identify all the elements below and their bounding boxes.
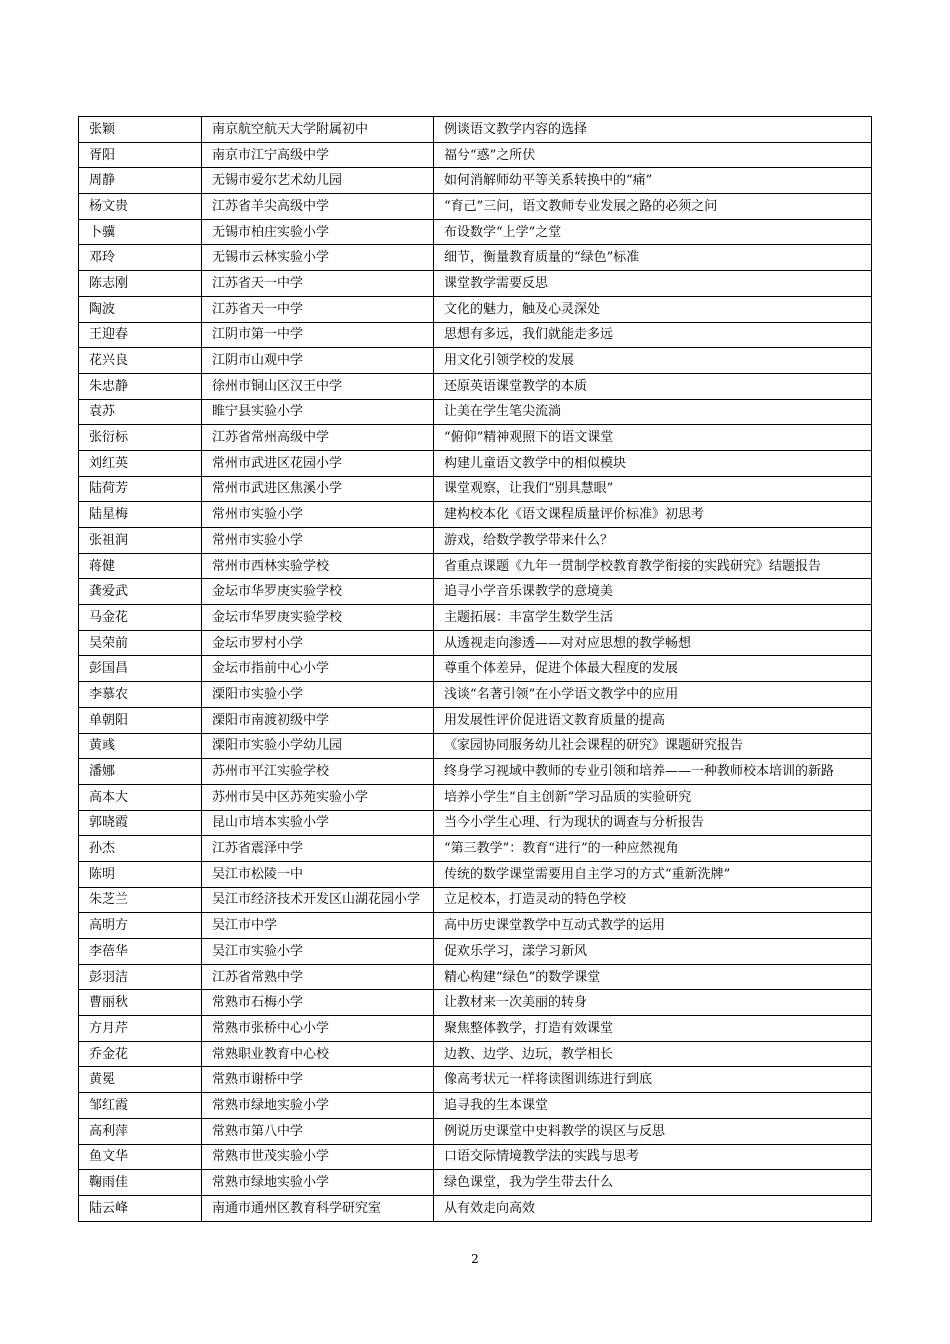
author-name-cell: 陈志刚 <box>79 271 202 297</box>
paper-title-cell: 例谈语文教学内容的选择 <box>434 117 872 143</box>
paper-title-cell: 边教、边学、边玩，教学相长 <box>434 1041 872 1067</box>
paper-title-cell: 终身学习视域中教师的专业引领和培养——一种教师校本培训的新路 <box>434 759 872 785</box>
author-name-cell: 张祖润 <box>79 528 202 554</box>
school-cell: 常熟职业教育中心校 <box>202 1041 434 1067</box>
paper-title-cell: “育己”三问，语文教师专业发展之路的必须之问 <box>434 194 872 220</box>
table-row <box>79 913 872 939</box>
school-cell: 常熟市张桥中心小学 <box>202 1016 434 1042</box>
author-name-cell: 鞠雨佳 <box>79 1170 202 1196</box>
author-name-cell: 鱼文华 <box>79 1144 202 1170</box>
table-row <box>79 271 872 297</box>
author-name-cell: 卜骥 <box>79 219 202 245</box>
table-row <box>79 1170 872 1196</box>
table-row <box>79 450 872 476</box>
table-row <box>79 476 872 502</box>
table-row <box>79 219 872 245</box>
school-cell: 南京市江宁高级中学 <box>202 142 434 168</box>
table-row <box>79 399 872 425</box>
author-name-cell: 陆星梅 <box>79 502 202 528</box>
paper-title-cell: 促欢乐学习，漾学习新风 <box>434 939 872 965</box>
author-name-cell: 陆荷芳 <box>79 476 202 502</box>
author-name-cell: 高明方 <box>79 913 202 939</box>
paper-title-cell: 追寻小学音乐课教学的意境美 <box>434 579 872 605</box>
table-row <box>79 682 872 708</box>
school-cell: 溧阳市实验小学 <box>202 682 434 708</box>
table-row <box>79 656 872 682</box>
paper-title-cell: 从透视走向渗透——对对应思想的教学畅想 <box>434 630 872 656</box>
paper-title-cell: 当今小学生心理、行为现状的调查与分析报告 <box>434 810 872 836</box>
table-row <box>79 117 872 143</box>
paper-title-cell: 课堂观察，让我们“别具慧眼” <box>434 476 872 502</box>
paper-title-cell: 课堂教学需要反思 <box>434 271 872 297</box>
author-name-cell: 吴荣前 <box>79 630 202 656</box>
author-name-cell: 杨文贵 <box>79 194 202 220</box>
author-name-cell: 陈明 <box>79 861 202 887</box>
school-cell: 无锡市云林实验小学 <box>202 245 434 271</box>
paper-title-cell: 例说历史课堂中史料教学的误区与反思 <box>434 1118 872 1144</box>
table-row <box>79 142 872 168</box>
author-name-cell: 袁苏 <box>79 399 202 425</box>
school-cell: 吴江市松陵一中 <box>202 861 434 887</box>
table-row <box>79 939 872 965</box>
table-row <box>79 1093 872 1119</box>
author-name-cell: 方月芹 <box>79 1016 202 1042</box>
school-cell: 常州市实验小学 <box>202 528 434 554</box>
table-row <box>79 425 872 451</box>
paper-title-cell: 口语交际情境教学法的实践与思考 <box>434 1144 872 1170</box>
author-name-cell: 黄冕 <box>79 1067 202 1093</box>
paper-title-cell: 主题拓展：丰富学生数学生活 <box>434 605 872 631</box>
paper-title-cell: 追寻我的生本课堂 <box>434 1093 872 1119</box>
paper-title-cell: 构建儿童语文教学中的相似模块 <box>434 450 872 476</box>
author-name-cell: 李慕农 <box>79 682 202 708</box>
author-name-cell: 彭国昌 <box>79 656 202 682</box>
paper-title-cell: 培养小学生“自主创新”学习品质的实验研究 <box>434 784 872 810</box>
school-cell: 溧阳市南渡初级中学 <box>202 707 434 733</box>
table-row <box>79 964 872 990</box>
school-cell: 南通市通州区教育科学研究室 <box>202 1195 434 1221</box>
school-cell: 苏州市平江实验学校 <box>202 759 434 785</box>
table-row <box>79 553 872 579</box>
author-name-cell: 黄彧 <box>79 733 202 759</box>
table-row <box>79 810 872 836</box>
table-row <box>79 1041 872 1067</box>
paper-title-cell: 如何消解师幼平等关系转换中的“痛” <box>434 168 872 194</box>
author-name-cell: 邓玲 <box>79 245 202 271</box>
author-name-cell: 曹丽秋 <box>79 990 202 1016</box>
author-name-cell: 高利萍 <box>79 1118 202 1144</box>
author-name-cell: 周静 <box>79 168 202 194</box>
table-row <box>79 296 872 322</box>
school-cell: 吴江市经济技术开发区山湖花园小学 <box>202 887 434 913</box>
paper-title-cell: 传统的数学课堂需要用自主学习的方式“重新洗牌” <box>434 861 872 887</box>
paper-title-cell: 立足校本，打造灵动的特色学校 <box>434 887 872 913</box>
table-row <box>79 194 872 220</box>
author-name-cell: 彭羽洁 <box>79 964 202 990</box>
table-row <box>79 784 872 810</box>
table-body <box>79 117 872 1222</box>
paper-title-cell: 文化的魅力，触及心灵深处 <box>434 296 872 322</box>
table-row <box>79 1118 872 1144</box>
school-cell: 吴江市实验小学 <box>202 939 434 965</box>
paper-title-cell: 绿色课堂，我为学生带去什么 <box>434 1170 872 1196</box>
table-row <box>79 1016 872 1042</box>
paper-title-cell: 《家园协同服务幼儿社会课程的研究》课题研究报告 <box>434 733 872 759</box>
paper-title-cell: 从有效走向高效 <box>434 1195 872 1221</box>
school-cell: 江苏省天一中学 <box>202 271 434 297</box>
paper-title-cell: 游戏，给数学教学带来什么？ <box>434 528 872 554</box>
school-cell: 江阴市第一中学 <box>202 322 434 348</box>
table-row <box>79 168 872 194</box>
page-number: 2 <box>471 1252 479 1266</box>
paper-title-cell: 还原英语课堂教学的本质 <box>434 373 872 399</box>
author-name-cell: 乔金花 <box>79 1041 202 1067</box>
paper-title-cell: 思想有多远，我们就能走多远 <box>434 322 872 348</box>
table-row <box>79 707 872 733</box>
table-row <box>79 245 872 271</box>
school-cell: 江阴市山观中学 <box>202 348 434 374</box>
author-name-cell: 朱芝兰 <box>79 887 202 913</box>
school-cell: 常州市西林实验学校 <box>202 553 434 579</box>
school-cell: 常州市武进区花园小学 <box>202 450 434 476</box>
paper-title-cell: 高中历史课堂教学中互动式教学的运用 <box>434 913 872 939</box>
school-cell: 睢宁县实验小学 <box>202 399 434 425</box>
paper-title-cell: “俯仰”精神观照下的语文课堂 <box>434 425 872 451</box>
paper-title-cell: 布设数学“上学”之堂 <box>434 219 872 245</box>
paper-title-cell: 尊重个体差异，促进个体最大程度的发展 <box>434 656 872 682</box>
author-name-cell: 胥阳 <box>79 142 202 168</box>
school-cell: 吴江市中学 <box>202 913 434 939</box>
school-cell: 江苏省羊尖高级中学 <box>202 194 434 220</box>
author-name-cell: 陆云峰 <box>79 1195 202 1221</box>
school-cell: 徐州市铜山区汉王中学 <box>202 373 434 399</box>
table-row <box>79 990 872 1016</box>
paper-title-cell: 省重点课题《九年一贯制学校教育教学衔接的实践研究》结题报告 <box>434 553 872 579</box>
paper-title-cell: 用文化引领学校的发展 <box>434 348 872 374</box>
school-cell: 常熟市世茂实验小学 <box>202 1144 434 1170</box>
school-cell: 常熟市绿地实验小学 <box>202 1093 434 1119</box>
school-cell: 金坛市华罗庚实验学校 <box>202 579 434 605</box>
table-row <box>79 579 872 605</box>
author-name-cell: 张颖 <box>79 117 202 143</box>
paper-title-cell: 建构校本化《语文课程质量评价标准》初思考 <box>434 502 872 528</box>
table-row <box>79 887 872 913</box>
paper-title-cell: 让教材来一次美丽的转身 <box>434 990 872 1016</box>
author-name-cell: 陶波 <box>79 296 202 322</box>
school-cell: 金坛市指前中心小学 <box>202 656 434 682</box>
school-cell: 江苏省常州高级中学 <box>202 425 434 451</box>
school-cell: 江苏省天一中学 <box>202 296 434 322</box>
author-name-cell: 朱忠静 <box>79 373 202 399</box>
table-row <box>79 373 872 399</box>
author-name-cell: 郭晓霞 <box>79 810 202 836</box>
paper-title-cell: 像高考状元一样将读图训练进行到底 <box>434 1067 872 1093</box>
school-cell: 常熟市谢桥中学 <box>202 1067 434 1093</box>
school-cell: 昆山市培本实验小学 <box>202 810 434 836</box>
school-cell: 江苏省常熟中学 <box>202 964 434 990</box>
paper-title-cell: 用发展性评价促进语文教育质量的提高 <box>434 707 872 733</box>
paper-title-cell: 细节，衡量教育质量的“绿色”标准 <box>434 245 872 271</box>
table-row <box>79 322 872 348</box>
table-row <box>79 502 872 528</box>
table-row <box>79 605 872 631</box>
table-row <box>79 348 872 374</box>
paper-title-cell: 浅谈“名著引领”在小学语文教学中的应用 <box>434 682 872 708</box>
table-row <box>79 1144 872 1170</box>
author-name-cell: 李蓓华 <box>79 939 202 965</box>
author-name-cell: 王迎春 <box>79 322 202 348</box>
author-name-cell: 龚爱武 <box>79 579 202 605</box>
author-name-cell: 邹红霞 <box>79 1093 202 1119</box>
table-row <box>79 528 872 554</box>
school-cell: 溧阳市实验小学幼儿园 <box>202 733 434 759</box>
school-cell: 无锡市爱尔艺术幼儿园 <box>202 168 434 194</box>
author-name-cell: 高本大 <box>79 784 202 810</box>
school-cell: 常熟市第八中学 <box>202 1118 434 1144</box>
paper-title-cell: 让美在学生笔尖流淌 <box>434 399 872 425</box>
school-cell: 金坛市罗村小学 <box>202 630 434 656</box>
school-cell: 金坛市华罗庚实验学校 <box>202 605 434 631</box>
school-cell: 常州市实验小学 <box>202 502 434 528</box>
school-cell: 常熟市绿地实验小学 <box>202 1170 434 1196</box>
table-row <box>79 733 872 759</box>
paper-title-cell: 福兮“惑”之所伏 <box>434 142 872 168</box>
school-cell: 常熟市石梅小学 <box>202 990 434 1016</box>
award-list-table <box>78 116 872 1222</box>
paper-title-cell: 精心构建“绿色”的数学课堂 <box>434 964 872 990</box>
author-name-cell: 单朝阳 <box>79 707 202 733</box>
school-cell: 苏州市吴中区苏苑实验小学 <box>202 784 434 810</box>
table-row <box>79 861 872 887</box>
paper-title-cell: 聚焦整体教学，打造有效课堂 <box>434 1016 872 1042</box>
author-name-cell: 马金花 <box>79 605 202 631</box>
author-name-cell: 刘红英 <box>79 450 202 476</box>
table-row <box>79 1067 872 1093</box>
table-row <box>79 1195 872 1221</box>
school-cell: 南京航空航天大学附属初中 <box>202 117 434 143</box>
paper-title-cell: “第三教学”：教育“进行”的一种应然视角 <box>434 836 872 862</box>
table-row <box>79 836 872 862</box>
author-name-cell: 潘娜 <box>79 759 202 785</box>
school-cell: 常州市武进区焦溪小学 <box>202 476 434 502</box>
table-row <box>79 630 872 656</box>
author-name-cell: 花兴良 <box>79 348 202 374</box>
author-name-cell: 蒋健 <box>79 553 202 579</box>
author-name-cell: 孙杰 <box>79 836 202 862</box>
table-row <box>79 759 872 785</box>
school-cell: 江苏省震泽中学 <box>202 836 434 862</box>
author-name-cell: 张衍标 <box>79 425 202 451</box>
school-cell: 无锡市柏庄实验小学 <box>202 219 434 245</box>
